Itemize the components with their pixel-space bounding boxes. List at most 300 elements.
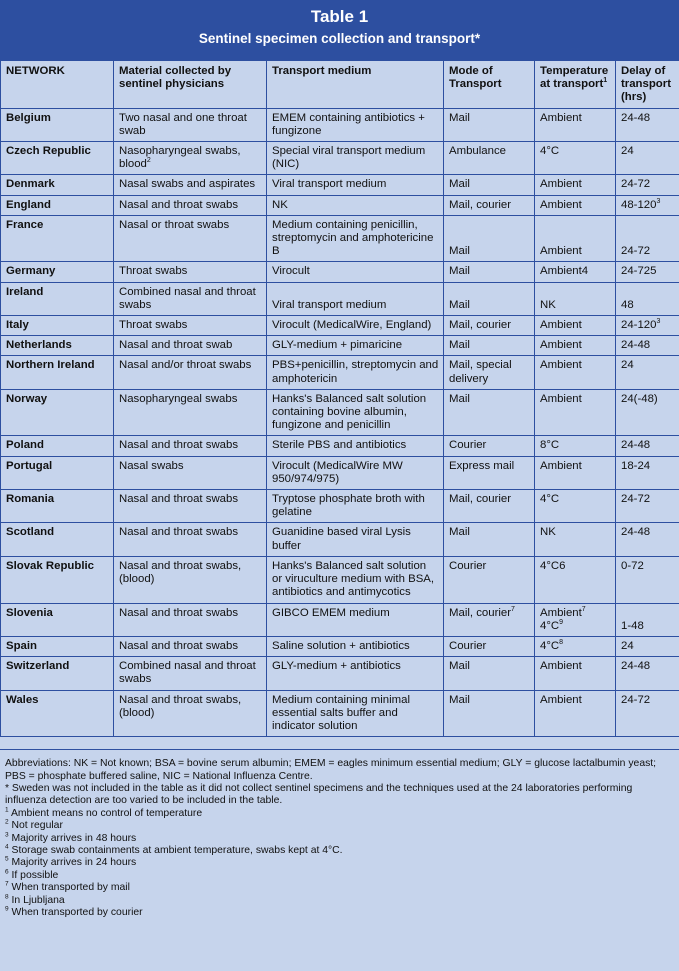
cell-network-text: Slovak Republic [6, 559, 94, 572]
cell-delay-sup: 3 [656, 318, 661, 326]
footnote-text: In Ljubljana [11, 894, 65, 906]
cell-mode-text: Mail, special delivery [449, 359, 512, 385]
cell-network-text: Czech Republic [6, 145, 91, 158]
footnote-number: 4 [5, 843, 9, 851]
table-subtitle: Sentinel specimen collection and transport* [198, 31, 481, 46]
cell-network-text: Slovenia [6, 606, 53, 619]
cell-mode [444, 603, 535, 636]
footnote-item [5, 808, 674, 820]
cell-medium-text: Hanks's Balanced salt solution containing bovine albumin, fungizone and penicillin [272, 392, 427, 432]
cell-delay [616, 690, 679, 737]
cell-temperature [535, 142, 616, 175]
cell-delay-text: 24-725 [621, 265, 657, 278]
cell-network [1, 636, 114, 656]
cell-material-text: Combined nasal and throat swabs [119, 285, 256, 311]
cell-mode [444, 215, 535, 262]
cell-mode [444, 316, 535, 336]
table-row [1, 657, 679, 690]
cell-delay-text: 24 [621, 639, 634, 652]
footnote-number: 9 [5, 905, 9, 913]
cell-material [114, 436, 267, 456]
table-row [1, 316, 679, 336]
cell-medium [267, 336, 444, 356]
cell-material [114, 262, 267, 282]
cell-network-text: Northern Ireland [6, 359, 95, 372]
footnote-text: Majority arrives in 24 hours [11, 857, 137, 869]
cell-material-sup: 2 [146, 157, 151, 165]
cell-material-text: Throat swabs [119, 265, 188, 278]
cell-medium [267, 556, 444, 603]
cell-delay-text: 24 [621, 359, 634, 372]
cell-mode-text: Courier [449, 639, 487, 652]
cell-medium-text: Sterile PBS and antibiotics [272, 439, 407, 452]
table-row [1, 523, 679, 556]
cell-mode-text: Mail [449, 178, 470, 191]
cell-delay-text: 24-48 [621, 439, 651, 452]
cell-mode [444, 336, 535, 356]
table-row [1, 490, 679, 523]
cell-delay [616, 523, 679, 556]
cell-mode-text: Mail, courier [449, 493, 512, 506]
cell-temperature-text: Ambient [540, 660, 582, 673]
cell-temperature-text: 4°C6 [540, 559, 566, 572]
footnote-text: If possible [11, 869, 59, 881]
cell-network [1, 108, 114, 141]
footnote-item [5, 833, 674, 845]
cell-mode [444, 142, 535, 175]
cell-delay [616, 657, 679, 690]
cell-delay [616, 389, 679, 436]
cell-material-text: Nasal swabs and aspirates [119, 178, 256, 191]
table-row [1, 636, 679, 656]
cell-mode-text: Mail [449, 693, 470, 706]
cell-mode [444, 657, 535, 690]
cell-temperature-text-2: 4°C [540, 619, 560, 632]
cell-medium [267, 316, 444, 336]
table-row [1, 389, 679, 436]
cell-material-text: Nasal and throat swabs [119, 526, 239, 539]
cell-medium [267, 523, 444, 556]
cell-medium [267, 603, 444, 636]
footnote-number: 2 [5, 818, 9, 826]
cell-temperature [535, 436, 616, 456]
cell-network [1, 657, 114, 690]
cell-medium [267, 657, 444, 690]
cell-medium-text: GLY-medium + pimaricine [272, 339, 403, 352]
cell-network-text: Scotland [6, 526, 55, 539]
cell-mode [444, 356, 535, 389]
cell-material [114, 657, 267, 690]
cell-mode-text: Mail [449, 660, 470, 673]
cell-temperature [535, 490, 616, 523]
column-header-temperature [535, 61, 616, 109]
cell-delay-text: 18-24 [621, 459, 651, 472]
cell-temperature-text: Ambient [540, 198, 582, 211]
cell-medium [267, 690, 444, 737]
cell-delay [616, 142, 679, 175]
cell-material [114, 215, 267, 262]
cell-material-text: Nasal or throat swabs [119, 218, 230, 231]
cell-material [114, 142, 267, 175]
cell-material [114, 175, 267, 195]
cell-mode-text: Mail [449, 111, 470, 124]
cell-material-text: Two nasal and one throat swab [119, 111, 247, 137]
cell-mode-text: Courier [449, 559, 487, 572]
cell-delay-text: 24-120 [621, 319, 657, 332]
cell-delay [616, 175, 679, 195]
table-row [1, 556, 679, 603]
cell-mode [444, 262, 535, 282]
cell-medium-text: Viral transport medium [272, 298, 387, 311]
cell-temperature-text: Ambient [540, 392, 582, 405]
cell-mode-text: Express mail [449, 459, 515, 472]
footnote-text: When transported by courier [11, 907, 143, 918]
cell-network [1, 175, 114, 195]
cell-network-text: Netherlands [6, 339, 72, 352]
cell-temperature [535, 215, 616, 262]
cell-medium-text: NK [272, 198, 288, 211]
cell-medium [267, 389, 444, 436]
cell-temperature-text: NK [540, 298, 556, 311]
cell-medium-text: EMEM containing antibiotics + fungizone [272, 111, 425, 137]
cell-network [1, 356, 114, 389]
cell-mode-text: Mail [449, 298, 470, 311]
cell-material-text: Nasal and throat swab [119, 339, 233, 352]
cell-temperature [535, 316, 616, 336]
cell-mode-text: Mail [449, 265, 470, 278]
column-header-network: NETWORK [1, 61, 114, 109]
cell-temperature [535, 175, 616, 195]
abbreviations-note: Abbreviations: NK = Not known; BSA = bovine serum albumin; EMEM = eagles minimum essential medium; GLY = glucose lactalbumin yeast; PBS = phosphate buffered saline, NIC = National Influenza Centre. [5, 758, 657, 782]
cell-temperature-text: Ambient [540, 111, 582, 124]
cell-delay-text: 48 [621, 298, 634, 311]
cell-mode [444, 436, 535, 456]
cell-material [114, 603, 267, 636]
cell-material-text: Nasal and throat swabs [119, 639, 239, 652]
cell-network [1, 556, 114, 603]
footnote-text: Ambient means no control of temperature [10, 807, 203, 819]
cell-mode-text: Mail, courier [449, 319, 512, 332]
cell-mode-text: Courier [449, 439, 487, 452]
table-row [1, 108, 679, 141]
cell-network-text: Norway [6, 392, 48, 405]
cell-medium-text: Guanidine based viral Lysis buffer [272, 526, 411, 552]
cell-mode [444, 456, 535, 489]
cell-medium-text: PBS+penicillin, streptomycin and amphotericin [272, 359, 439, 385]
cell-temperature-text: 4°C [540, 639, 560, 652]
footnote-item [5, 845, 674, 857]
cell-network [1, 195, 114, 215]
cell-temperature-text: Ambient [540, 339, 582, 352]
cell-material-text: Nasal and throat swabs, (blood) [119, 559, 242, 586]
cell-network [1, 389, 114, 436]
cell-network-text: Romania [6, 493, 55, 506]
table-row [1, 282, 679, 315]
cell-medium-text: Saline solution + antibiotics [272, 639, 410, 652]
footnote-number: 3 [5, 831, 9, 839]
cell-medium [267, 636, 444, 656]
cell-temperature [535, 356, 616, 389]
cell-medium-text: GLY-medium + antibiotics [272, 660, 401, 673]
cell-delay [616, 215, 679, 262]
cell-material-text: Nasal and throat swabs [119, 198, 239, 211]
cell-delay [616, 356, 679, 389]
specimen-table [0, 60, 679, 737]
cell-temperature-text: 8°C [540, 439, 560, 452]
cell-network [1, 262, 114, 282]
cell-network [1, 456, 114, 489]
cell-mode-text: Mail [449, 392, 470, 405]
cell-medium [267, 356, 444, 389]
footnote-item [5, 820, 674, 832]
cell-temperature [535, 389, 616, 436]
cell-delay-text: 48-120 [621, 198, 657, 211]
cell-delay-text: 24-48 [621, 339, 651, 352]
cell-delay [616, 490, 679, 523]
footnote-item [5, 857, 674, 869]
footnote-text: When transported by mail [11, 882, 130, 894]
cell-delay [616, 336, 679, 356]
cell-delay-text: 24-48 [621, 526, 651, 539]
cell-medium [267, 195, 444, 215]
cell-network [1, 215, 114, 262]
cell-temperature-text: Ambient [540, 319, 582, 332]
cell-temperature-sup: 8 [559, 639, 564, 647]
cell-network [1, 603, 114, 636]
cell-material-text: Throat swabs [119, 319, 188, 332]
footnote-item [5, 895, 674, 907]
cell-delay-text: 24-48 [621, 660, 651, 673]
cell-mode [444, 490, 535, 523]
cell-material [114, 456, 267, 489]
table-header [0, 0, 679, 60]
cell-medium-text: Virocult [272, 265, 310, 278]
cell-delay-text: 0-72 [621, 559, 644, 572]
cell-temperature [535, 603, 616, 636]
cell-temperature [535, 195, 616, 215]
cell-temperature [535, 456, 616, 489]
cell-mode [444, 175, 535, 195]
cell-network [1, 336, 114, 356]
cell-material [114, 356, 267, 389]
sweden-note: * Sweden was not included in the table as it did not collect sentinel specimens and the techniques used at the 24 laboratories performing influenza detection are too varied to be included in the table. [5, 782, 633, 807]
footnote-number: 7 [5, 880, 9, 888]
cell-temperature [535, 690, 616, 737]
cell-network [1, 282, 114, 315]
cell-mode [444, 195, 535, 215]
cell-mode [444, 556, 535, 603]
cell-medium-text: Medium containing penicillin, streptomycin and amphotericine B [272, 218, 434, 258]
cell-delay [616, 436, 679, 456]
footnote-item [5, 907, 674, 919]
footnote-text: Storage swab containments at ambient temperature, swabs kept at 4°C. [11, 844, 343, 856]
cell-material-text: Combined nasal and throat swabs [119, 660, 256, 686]
cell-material-text: Nasopharyngeal swabs [119, 392, 238, 405]
cell-material-text: Nasal and/or throat swabs [119, 359, 252, 372]
cell-medium [267, 490, 444, 523]
column-header-material: Material collected by sentinel physicians [114, 61, 267, 109]
cell-delay [616, 456, 679, 489]
cell-network [1, 690, 114, 737]
cell-medium-text: Special viral transport medium (NIC) [272, 145, 426, 171]
cell-network [1, 436, 114, 456]
cell-temperature [535, 282, 616, 315]
cell-material [114, 556, 267, 603]
cell-temperature-text: Ambient4 [540, 265, 589, 278]
column-header-mode: Mode of Transport [444, 61, 535, 109]
cell-medium [267, 108, 444, 141]
footnote-number: 5 [5, 855, 9, 863]
cell-mode [444, 389, 535, 436]
cell-material [114, 636, 267, 656]
cell-temperature-sup-2: 9 [559, 618, 564, 626]
column-header-delay: Delay of transport (hrs) [616, 61, 679, 109]
footnote-number: 6 [5, 868, 9, 876]
cell-delay [616, 556, 679, 603]
cell-network-text: France [6, 218, 44, 231]
cell-mode-sup: 7 [511, 605, 515, 613]
cell-material [114, 195, 267, 215]
cell-material [114, 316, 267, 336]
cell-medium-text: GIBCO EMEM medium [272, 606, 390, 619]
cell-network-text: England [6, 198, 51, 211]
cell-network [1, 490, 114, 523]
table-row [1, 336, 679, 356]
cell-network [1, 523, 114, 556]
table-row [1, 603, 679, 636]
table-title: Table 1 [310, 7, 369, 26]
cell-network-text: Denmark [6, 178, 55, 191]
cell-temperature [535, 336, 616, 356]
cell-material [114, 336, 267, 356]
cell-material-text: Nasopharyngeal swabs, blood [119, 145, 241, 171]
cell-mode-text: Mail, courier [449, 606, 512, 619]
cell-network-text: Poland [6, 439, 44, 452]
footnotes [0, 749, 679, 919]
table-row [1, 356, 679, 389]
footnote-text: Not regular [11, 820, 63, 832]
cell-medium [267, 142, 444, 175]
cell-temperature [535, 523, 616, 556]
cell-material-text: Nasal and throat swabs [119, 439, 239, 452]
cell-delay [616, 603, 679, 636]
cell-medium-text: Tryptose phosphate broth with gelatine [272, 493, 425, 519]
cell-temperature-text: Ambient [540, 178, 582, 191]
cell-delay-sup: 3 [656, 197, 661, 205]
cell-temperature-text: NK [540, 526, 556, 539]
cell-delay-text: 24(-48) [621, 392, 658, 405]
cell-material [114, 690, 267, 737]
cell-temperature-text: Ambient [540, 245, 582, 258]
cell-temperature-text: Ambient [540, 693, 582, 706]
cell-delay-text: 1-48 [621, 619, 644, 632]
cell-medium [267, 282, 444, 315]
footnote-text: Majority arrives in 48 hours [11, 832, 137, 844]
cell-temperature-text: Ambient [540, 606, 582, 619]
cell-delay-text: 24-72 [621, 693, 651, 706]
table-row [1, 436, 679, 456]
cell-material [114, 108, 267, 141]
cell-medium-text: Medium containing minimal essential salts buffer and indicator solution [272, 693, 411, 732]
table-row [1, 262, 679, 282]
cell-medium [267, 215, 444, 262]
footnote-number: 1 [5, 806, 9, 814]
cell-network-text: Italy [6, 319, 29, 332]
table-row [1, 456, 679, 489]
cell-mode [444, 108, 535, 141]
cell-mode-text: Mail [449, 245, 470, 258]
cell-mode [444, 282, 535, 315]
numbered-notes [5, 808, 674, 920]
column-header-temperature-label: Temperature at transport [540, 65, 609, 91]
cell-temperature [535, 556, 616, 603]
table-row [1, 175, 679, 195]
cell-mode-text: Mail [449, 339, 470, 352]
column-header-medium: Transport medium [267, 61, 444, 109]
cell-network-text: Switzerland [6, 660, 70, 673]
cell-network [1, 316, 114, 336]
cell-mode [444, 690, 535, 737]
table-header-row [1, 61, 679, 109]
cell-medium [267, 456, 444, 489]
cell-material [114, 389, 267, 436]
cell-material [114, 490, 267, 523]
cell-medium [267, 262, 444, 282]
cell-temperature [535, 636, 616, 656]
cell-delay [616, 636, 679, 656]
cell-network-text: Ireland [6, 285, 44, 298]
cell-temperature-text: Ambient [540, 459, 582, 472]
cell-medium-text: Viral transport medium [272, 178, 387, 191]
cell-network-text: Spain [6, 639, 38, 652]
footnote-item [5, 882, 674, 894]
cell-network-text: Belgium [6, 111, 51, 124]
cell-delay-text: 24-72 [621, 493, 651, 506]
cell-medium-text: Hanks's Balanced salt solution or viruculture medium with BSA, antibiotics and antimycotics [272, 559, 435, 599]
cell-delay-text: 24-72 [621, 245, 651, 258]
cell-mode [444, 523, 535, 556]
cell-network [1, 142, 114, 175]
cell-delay [616, 195, 679, 215]
cell-delay-text: 24-72 [621, 178, 651, 191]
cell-temperature-text: Ambient [540, 359, 582, 372]
cell-temperature [535, 108, 616, 141]
cell-mode [444, 636, 535, 656]
footnote-item [5, 870, 674, 882]
cell-temperature [535, 657, 616, 690]
cell-network-text: Wales [6, 693, 39, 706]
cell-mode-text: Mail [449, 526, 470, 539]
cell-mode-text: Mail, courier [449, 198, 512, 211]
cell-temperature-text: 4°C [540, 493, 560, 506]
cell-medium [267, 436, 444, 456]
cell-delay [616, 108, 679, 141]
cell-medium [267, 175, 444, 195]
cell-delay [616, 262, 679, 282]
cell-temperature-sup: 7 [581, 605, 586, 613]
cell-network-text: Portugal [6, 459, 53, 472]
cell-network-text: Germany [6, 265, 56, 278]
column-header-temperature-sup: 1 [603, 77, 608, 85]
table-row [1, 195, 679, 215]
table-row [1, 690, 679, 737]
cell-material-text: Nasal swabs [119, 459, 184, 472]
cell-material [114, 523, 267, 556]
cell-delay [616, 316, 679, 336]
cell-medium-text: Virocult (MedicalWire, England) [272, 319, 432, 332]
cell-medium-text: Virocult (MedicalWire MW 950/974/975) [272, 459, 403, 485]
cell-temperature-text: 4°C [540, 145, 560, 158]
